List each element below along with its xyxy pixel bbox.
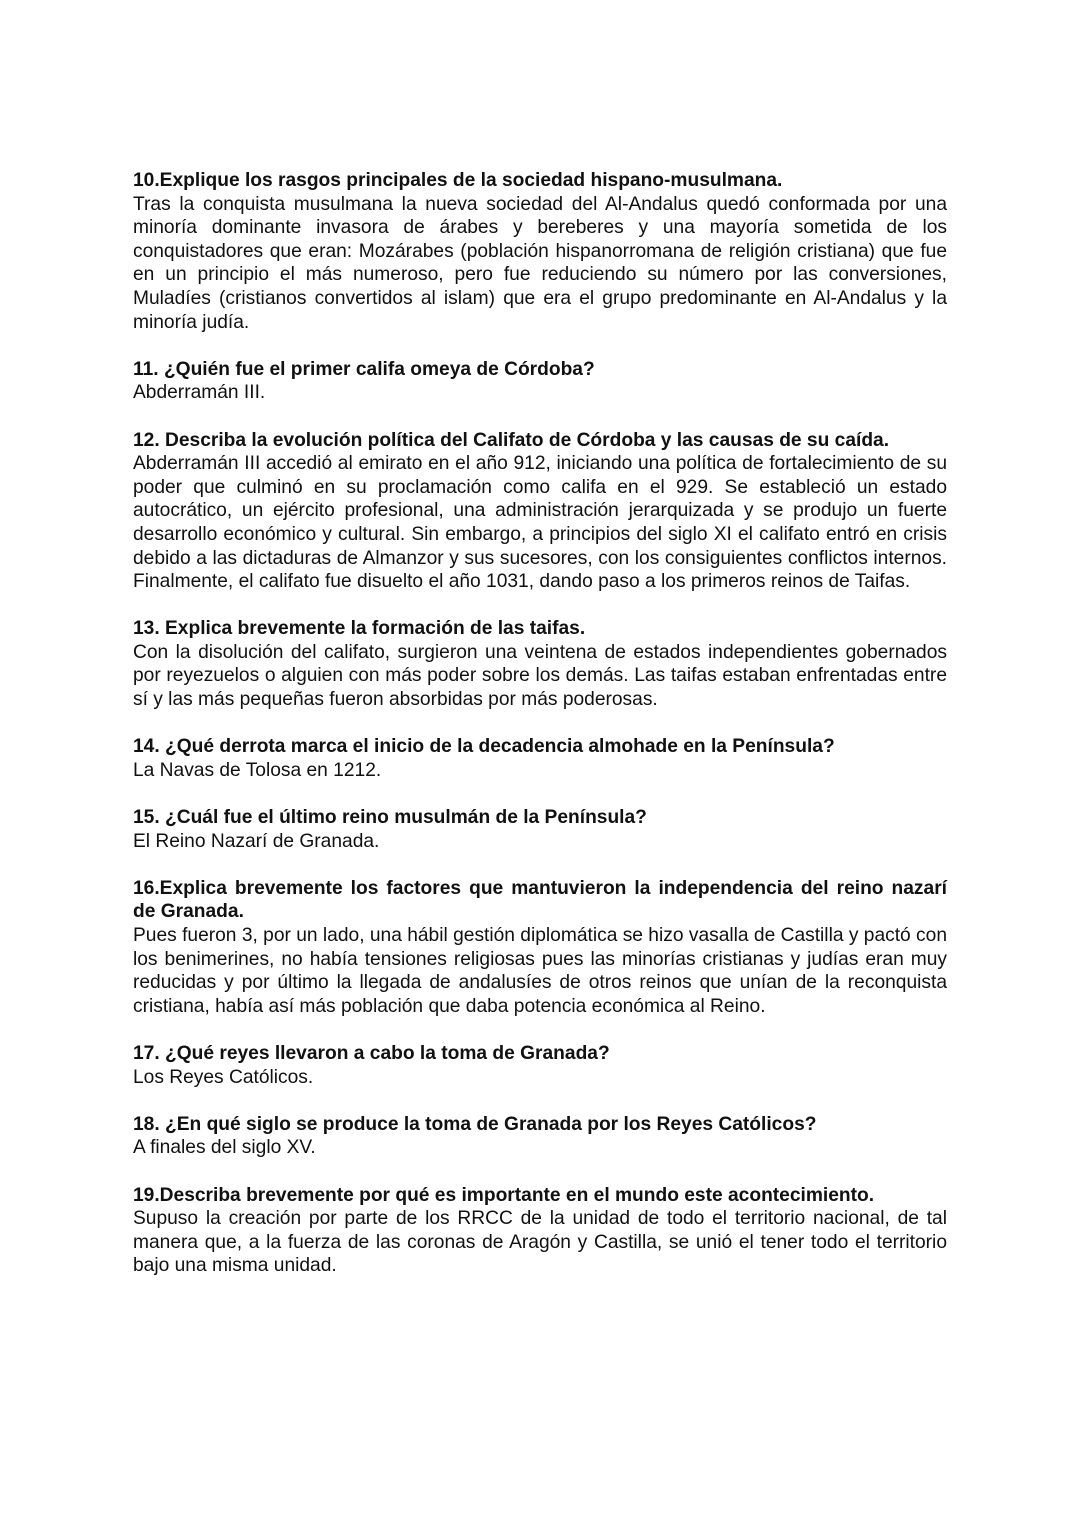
- question-19: 19.Describa brevemente por qué es importante en el mundo este acontecimiento.: [133, 1184, 875, 1206]
- answer-12: Abderramán III accedió al emirato en el año 912, iniciando una política de fortalecimiento de su poder que culminó en su proclamación como califa en el 929. Se estableció un estado autocrático, un ejército profesional, una administración jerarquizada y se produjo un fuerte desarrollo económico y cultural. Sin embargo, a principios del siglo XI el califato entró en crisis debido a las dictaduras de Almanzor y sus sucesores, con los consiguientes conflictos internos. Finalmente, el califato fue disuelto el año 1031, dando paso a los primeros reinos de Taifas.: [133, 453, 947, 593]
- answer-14: La Navas de Tolosa en 1212.: [133, 759, 382, 781]
- document-page: [133, 169, 947, 1302]
- answer-19: Supuso la creación por parte de los RRCC de la unidad de todo el territorio nacional, de tal manera que, a la fuerza de las coronas de Aragón y Castilla, se unió el tener todo el territorio bajo una misma unidad.: [133, 1208, 947, 1277]
- qa-item-19: [133, 1184, 947, 1278]
- question-11: 11. ¿Quién fue el primer califa omeya de Córdoba?: [133, 358, 595, 380]
- qa-item-12: [133, 429, 947, 594]
- qa-item-13: [133, 617, 947, 711]
- answer-10: Tras la conquista musulmana la nueva sociedad del Al-Andalus quedó conformada por una minoría dominante invasora de árabes y bereberes y una mayoría sometida de los conquistadores que eran: Mozárabes (población hispanorromana de religión cristiana) que fue en un principio el más numeroso, pero fue reduciendo su número por las conversiones, Muladíes (cristianos convertidos al islam) que era el grupo predominante en Al-Andalus y la minoría judía.: [133, 193, 947, 333]
- answer-13: Con la disolución del califato, surgieron una veintena de estados independientes gobernados por reyezuelos o alguien con más poder sobre los demás. Las taifas estaban enfrentadas entre sí y las más pequeñas fueron absorbidas por más poderosas.: [133, 641, 947, 711]
- qa-item-10: [133, 169, 947, 334]
- qa-item-14: [133, 735, 947, 782]
- question-10: 10.Explique los rasgos principales de la sociedad hispano-musulmana.: [133, 170, 783, 191]
- question-13: 13. Explica brevemente la formación de las taifas.: [133, 618, 586, 640]
- qa-item-11: [133, 358, 947, 405]
- question-12: 12. Describa la evolución política del Califato de Córdoba y las causas de su caída.: [133, 429, 890, 451]
- answer-18: A finales del siglo XV.: [133, 1137, 316, 1159]
- answer-11: Abderramán III.: [133, 382, 266, 404]
- answer-15: El Reino Nazarí de Granada.: [133, 830, 380, 852]
- qa-item-18: [133, 1113, 947, 1160]
- question-17: 17. ¿Qué reyes llevaron a cabo la toma de Granada?: [133, 1042, 610, 1064]
- question-18: 18. ¿En qué siglo se produce la toma de Granada por los Reyes Católicos?: [133, 1113, 817, 1135]
- question-14: 14. ¿Qué derrota marca el inicio de la decadencia almohade en la Península?: [133, 736, 835, 758]
- question-15: 15. ¿Cuál fue el último reino musulmán de la Península?: [133, 807, 647, 829]
- answer-16: Pues fueron 3, por un lado, una hábil gestión diplomática se hizo vasalla de Castilla y pactó con los benimerines, no había tensiones religiosas pues las minorías cristianas y judías eran muy reducidas y por último la llegada de andalusíes de otros reinos que unían de la reconquista cristiana, había así más población que daba potencia económica al Reino.: [133, 925, 947, 1017]
- qa-item-16: [133, 877, 947, 1019]
- qa-item-15: [133, 806, 947, 853]
- answer-17: Los Reyes Católicos.: [133, 1066, 314, 1088]
- qa-item-17: [133, 1042, 947, 1089]
- question-16: 16.Explica brevemente los factores que mantuvieron la independencia del reino nazarí de Granada.: [133, 877, 947, 923]
